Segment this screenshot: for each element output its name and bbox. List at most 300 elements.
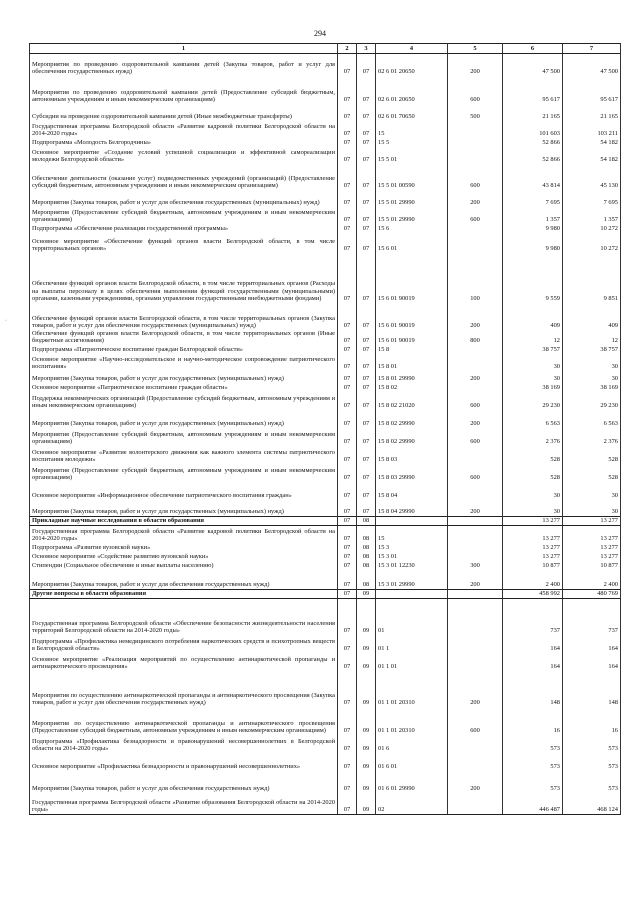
row-expense-type: [448, 233, 503, 253]
row-sum-year1: 2 400: [503, 569, 563, 589]
table-row: [30, 463, 621, 481]
row-name: Государственная программа Белгородской области «Обеспечение безопасности жизнедеятельности населения территорий Белгородской области на 2014-2020 годы»: [30, 598, 338, 634]
row-subsection-code: 07: [357, 190, 376, 207]
table-row: [30, 303, 621, 330]
row-target-article: 15 8 01: [376, 353, 448, 370]
row-sum-year2: 103 211: [563, 121, 621, 138]
table-row: [30, 770, 621, 792]
header-col-sum-year2: 7: [563, 44, 621, 54]
row-name: Обеспечение функций органов власти Белгородской области, в том числе территориальных органов (Иные бюджетные ассигнования): [30, 330, 338, 345]
row-expense-type: 500: [448, 104, 503, 121]
row-subsection-code: 07: [357, 164, 376, 190]
row-sum-year2: 148: [563, 670, 621, 706]
table-row: [30, 670, 621, 706]
row-sum-year2: 10 272: [563, 233, 621, 253]
row-sum-year1: 13 277: [503, 551, 563, 560]
row-expense-type: [448, 224, 503, 233]
row-sum-year1: 13 277: [503, 516, 563, 525]
row-name: Обеспечение функций органов власти Белгородской области, в том числе территориальных органов (Расходы на выплаты персоналу в целях обеспечения выполнения функций государственными (муниципальными) органами, казенными учреждениями, органами управления государственными внебюджетными фондами): [30, 253, 338, 303]
row-sum-year1: 7 695: [503, 190, 563, 207]
row-subsection-code: 09: [357, 770, 376, 792]
row-section-code: 07: [338, 303, 357, 330]
row-sum-year2: 30: [563, 370, 621, 382]
row-expense-type: [448, 542, 503, 551]
row-sum-year2: 54 182: [563, 147, 621, 164]
table-row: [30, 734, 621, 752]
row-subsection-code: 07: [357, 481, 376, 499]
row-target-article: 15 3 01 29990: [376, 569, 448, 589]
row-sum-year2: 30: [563, 353, 621, 370]
row-subsection-code: 07: [357, 121, 376, 138]
row-subsection-code: 07: [357, 138, 376, 147]
table-row: [30, 164, 621, 190]
row-section-code: 07: [338, 207, 357, 224]
row-sum-year1: 52 866: [503, 147, 563, 164]
row-target-article: 15 3: [376, 542, 448, 551]
row-section-code: 07: [338, 382, 357, 391]
row-expense-type: 200: [448, 569, 503, 589]
row-target-article: 01 6 01: [376, 752, 448, 770]
row-name: Подпрограмма «Молодость Белгородчины»: [30, 138, 338, 147]
row-expense-type: 200: [448, 190, 503, 207]
row-sum-year2: 528: [563, 463, 621, 481]
table-row: [30, 525, 621, 542]
row-section-code: 07: [338, 253, 357, 303]
row-target-article: 01 1: [376, 634, 448, 652]
table-header: [30, 44, 621, 54]
row-expense-type: [448, 634, 503, 652]
row-target-article: 15: [376, 121, 448, 138]
row-subsection-code: 09: [357, 706, 376, 734]
row-expense-type: [448, 353, 503, 370]
row-subsection-code: 07: [357, 207, 376, 224]
row-sum-year2: 164: [563, 634, 621, 652]
table-row: [30, 370, 621, 382]
table-row: [30, 353, 621, 370]
row-expense-type: [448, 752, 503, 770]
row-sum-year2: 573: [563, 734, 621, 752]
table-row: [30, 190, 621, 207]
row-subsection-code: 08: [357, 516, 376, 525]
row-sum-year1: 9 980: [503, 224, 563, 233]
row-sum-year2: 1 357: [563, 207, 621, 224]
row-expense-type: 600: [448, 391, 503, 409]
row-name: Основное мероприятие «Научно-исследовательское и научно-методическое сопровождение патриотического воспитания»: [30, 353, 338, 370]
row-subsection-code: 07: [357, 147, 376, 164]
row-sum-year1: 16: [503, 706, 563, 734]
row-subsection-code: 09: [357, 652, 376, 670]
row-section-code: 07: [338, 589, 357, 598]
row-expense-type: 200: [448, 499, 503, 516]
row-expense-type: 800: [448, 330, 503, 345]
row-sum-year1: 458 992: [503, 589, 563, 598]
row-name: Государственная программа Белгородской области «Развитие кадровой политики Белгородской области на 2014-2020 годы»: [30, 121, 338, 138]
row-name: Мероприятия по осуществлению антинаркотической пропаганды и антинаркотического просвещения (Закупка товаров, работ и услуг для обеспечения государственных нужд): [30, 670, 338, 706]
row-section-code: 07: [338, 330, 357, 345]
row-target-article: 15 8 04 29990: [376, 499, 448, 516]
row-name: Мероприятия (Закупка товаров, работ и услуг для обеспечения государственных нужд): [30, 569, 338, 589]
row-sum-year1: 43 814: [503, 164, 563, 190]
header-col-name: 1: [30, 44, 338, 54]
row-name: Подпрограмма «Профилактика немедицинского потребления наркотических средств и психотропных веществ в Белгородской области»: [30, 634, 338, 652]
row-section-code: 07: [338, 560, 357, 569]
row-target-article: 15 6 01: [376, 233, 448, 253]
table-row: [30, 427, 621, 445]
row-sum-year2: 7 695: [563, 190, 621, 207]
row-section-code: 07: [338, 54, 357, 76]
row-sum-year2: 45 130: [563, 164, 621, 190]
row-expense-type: [448, 652, 503, 670]
row-subsection-code: 07: [357, 499, 376, 516]
row-name: Прикладные научные исследования в области образования: [30, 516, 338, 525]
row-target-article: [376, 516, 448, 525]
table-body: [30, 54, 621, 815]
row-target-article: [376, 589, 448, 598]
table-row: [30, 598, 621, 634]
row-expense-type: 600: [448, 207, 503, 224]
table-row: [30, 330, 621, 345]
table-row: [30, 706, 621, 734]
row-target-article: 15 8 02 29990: [376, 409, 448, 427]
row-name: Мероприятия по проведению оздоровительной кампании детей (Предоставление субсидий бюджетным, автономным учреждениям и иным некоммерческим организациям): [30, 76, 338, 104]
table-row: [30, 499, 621, 516]
header-col-sum-year1: 6: [503, 44, 563, 54]
row-subsection-code: 08: [357, 569, 376, 589]
row-sum-year2: 29 230: [563, 391, 621, 409]
row-name: Стипендии (Социальное обеспечение и иные выплаты населению): [30, 560, 338, 569]
row-subsection-code: 07: [357, 224, 376, 233]
row-name: Мероприятия (Предоставление субсидий бюджетным, автономным учреждениям и иным некоммерческим организациям): [30, 463, 338, 481]
table-row: [30, 409, 621, 427]
row-expense-type: 600: [448, 706, 503, 734]
row-target-article: 01 6: [376, 734, 448, 752]
row-section-code: 07: [338, 634, 357, 652]
row-sum-year1: 528: [503, 445, 563, 463]
section-row: [30, 516, 621, 525]
row-target-article: 15 5: [376, 138, 448, 147]
row-sum-year1: 6 563: [503, 409, 563, 427]
section-row: [30, 589, 621, 598]
row-sum-year1: 2 376: [503, 427, 563, 445]
row-sum-year2: 2 376: [563, 427, 621, 445]
row-expense-type: 200: [448, 370, 503, 382]
row-target-article: 01 1 01 20310: [376, 670, 448, 706]
row-expense-type: [448, 589, 503, 598]
row-expense-type: [448, 344, 503, 353]
row-sum-year2: 12: [563, 330, 621, 345]
row-expense-type: 600: [448, 76, 503, 104]
row-name: Государственная программа Белгородской области «Развитие образования Белгородской области на 2014-2020 годы»: [30, 792, 338, 814]
table-row: [30, 344, 621, 353]
row-expense-type: 200: [448, 409, 503, 427]
row-section-code: 07: [338, 792, 357, 814]
table-row: [30, 391, 621, 409]
row-subsection-code: 07: [357, 76, 376, 104]
row-expense-type: [448, 551, 503, 560]
row-sum-year2: 54 182: [563, 138, 621, 147]
budget-table: [29, 43, 621, 815]
row-target-article: 15 8 03 29990: [376, 463, 448, 481]
row-sum-year1: 101 603: [503, 121, 563, 138]
row-subsection-code: 08: [357, 542, 376, 551]
row-sum-year1: 13 277: [503, 525, 563, 542]
table-row: [30, 382, 621, 391]
row-sum-year2: 737: [563, 598, 621, 634]
table-row: [30, 76, 621, 104]
row-subsection-code: 07: [357, 344, 376, 353]
row-name: Мероприятия (Закупка товаров, работ и услуг для государственных (муниципальных) нужд): [30, 499, 338, 516]
row-target-article: 15 5 01: [376, 147, 448, 164]
row-sum-year2: 13 277: [563, 551, 621, 560]
row-name: Другие вопросы в области образования: [30, 589, 338, 598]
row-section-code: 07: [338, 233, 357, 253]
row-subsection-code: 09: [357, 589, 376, 598]
row-name: Основное мероприятие «Создание условий успешной социализации и эффективной самореализации молодежи Белгородской области»: [30, 147, 338, 164]
row-name: Мероприятия (Закупка товаров, работ и услуг для государственных (муниципальных) нужд): [30, 409, 338, 427]
row-sum-year1: 573: [503, 770, 563, 792]
row-name: Подпрограмма «Обеспечение реализации государственной программы»: [30, 224, 338, 233]
row-subsection-code: 07: [357, 353, 376, 370]
row-sum-year2: 573: [563, 770, 621, 792]
row-sum-year2: 6 563: [563, 409, 621, 427]
row-section-code: 07: [338, 551, 357, 560]
row-section-code: 07: [338, 752, 357, 770]
row-section-code: 07: [338, 164, 357, 190]
row-target-article: 02 6 01 20650: [376, 54, 448, 76]
row-subsection-code: 07: [357, 303, 376, 330]
row-expense-type: [448, 734, 503, 752]
row-sum-year1: 9 980: [503, 233, 563, 253]
row-name: Основное мероприятие «Содействие развитию вузовской науки»: [30, 551, 338, 560]
row-sum-year1: 409: [503, 303, 563, 330]
row-expense-type: 300: [448, 560, 503, 569]
row-section-code: 07: [338, 391, 357, 409]
row-name: Мероприятия по осуществлению антинаркотической пропаганды и антинаркотического просвещения (Предоставление субсидий бюджетным, автономным учреждениям и иным некоммерческим организациям): [30, 706, 338, 734]
row-expense-type: 600: [448, 463, 503, 481]
row-sum-year1: 52 866: [503, 138, 563, 147]
row-name: Мероприятия по проведению оздоровительной кампании детей (Закупка товаров, работ и услуг для обеспечения государственных нужд): [30, 54, 338, 76]
table-row: [30, 560, 621, 569]
row-subsection-code: 08: [357, 560, 376, 569]
row-section-code: 07: [338, 525, 357, 542]
row-target-article: 15: [376, 525, 448, 542]
row-section-code: 07: [338, 147, 357, 164]
row-sum-year1: 737: [503, 598, 563, 634]
row-target-article: 01: [376, 598, 448, 634]
row-target-article: 15 6 01 90019: [376, 303, 448, 330]
row-subsection-code: 07: [357, 382, 376, 391]
row-expense-type: 200: [448, 670, 503, 706]
row-sum-year2: 528: [563, 445, 621, 463]
row-target-article: 15 6 01 90019: [376, 253, 448, 303]
row-name: Мероприятия (Предоставление субсидий бюджетным, автономным учреждениям и иным некоммерческим организациям): [30, 207, 338, 224]
row-sum-year1: 29 230: [503, 391, 563, 409]
row-expense-type: [448, 792, 503, 814]
row-target-article: 15 6: [376, 224, 448, 233]
table-row: [30, 224, 621, 233]
table-row: [30, 481, 621, 499]
row-expense-type: 600: [448, 164, 503, 190]
row-expense-type: [448, 598, 503, 634]
table-row: [30, 253, 621, 303]
table-row: [30, 104, 621, 121]
row-target-article: 15 8 02 29990: [376, 427, 448, 445]
row-expense-type: 200: [448, 54, 503, 76]
row-subsection-code: 08: [357, 525, 376, 542]
table-row: [30, 792, 621, 814]
row-sum-year2: 47 500: [563, 54, 621, 76]
row-sum-year2: 468 124: [563, 792, 621, 814]
table-row: [30, 652, 621, 670]
row-target-article: 15 8 01 29990: [376, 370, 448, 382]
row-sum-year2: 10 877: [563, 560, 621, 569]
row-target-article: 15 8 02: [376, 382, 448, 391]
row-section-code: 07: [338, 445, 357, 463]
row-subsection-code: 09: [357, 598, 376, 634]
row-subsection-code: 07: [357, 233, 376, 253]
row-sum-year1: 528: [503, 463, 563, 481]
row-subsection-code: 07: [357, 330, 376, 345]
row-subsection-code: 09: [357, 734, 376, 752]
row-target-article: 15 5 01 00590: [376, 164, 448, 190]
row-subsection-code: 09: [357, 792, 376, 814]
table-row: [30, 752, 621, 770]
row-subsection-code: 07: [357, 445, 376, 463]
row-section-code: 07: [338, 670, 357, 706]
table-row: [30, 634, 621, 652]
row-name: Мероприятия (Закупка товаров, работ и услуг для государственных (муниципальных) нужд): [30, 370, 338, 382]
row-subsection-code: 09: [357, 752, 376, 770]
row-name: Основное мероприятие «Обеспечение функций органов власти Белгородской области, в том числе территориальных органов»: [30, 233, 338, 253]
row-target-article: 15 5 01 29990: [376, 190, 448, 207]
row-section-code: 07: [338, 734, 357, 752]
row-section-code: 07: [338, 76, 357, 104]
row-sum-year1: 164: [503, 652, 563, 670]
row-expense-type: [448, 121, 503, 138]
row-name: Мероприятия (Закупка товаров, работ и услуг для обеспечения государственных нужд): [30, 770, 338, 792]
row-sum-year1: 10 877: [503, 560, 563, 569]
row-expense-type: 100: [448, 253, 503, 303]
row-expense-type: [448, 147, 503, 164]
row-target-article: 02 6 01 70650: [376, 104, 448, 121]
row-section-code: 07: [338, 138, 357, 147]
row-sum-year1: 21 165: [503, 104, 563, 121]
row-section-code: 07: [338, 409, 357, 427]
row-subsection-code: 07: [357, 370, 376, 382]
row-sum-year1: 95 617: [503, 76, 563, 104]
row-section-code: 07: [338, 652, 357, 670]
row-sum-year2: 30: [563, 499, 621, 516]
row-sum-year1: 13 277: [503, 542, 563, 551]
row-target-article: 15 5 01 29990: [376, 207, 448, 224]
row-sum-year1: 9 559: [503, 253, 563, 303]
row-sum-year1: 30: [503, 499, 563, 516]
row-subsection-code: 07: [357, 463, 376, 481]
row-subsection-code: 08: [357, 551, 376, 560]
row-section-code: 07: [338, 598, 357, 634]
table-row: [30, 542, 621, 551]
row-sum-year2: 38 169: [563, 382, 621, 391]
row-sum-year2: 2 400: [563, 569, 621, 589]
row-name: Обеспечение деятельности (оказание услуг) подведомственных учреждений (организаций) (Предоставление субсидий бюджетным, автономным учреждениям и иным некоммерческим организациям): [30, 164, 338, 190]
margin-mark: ·: [5, 318, 7, 324]
row-name: Основное мероприятие «Профилактика безнадзорности и правонарушений несовершеннолетних»: [30, 752, 338, 770]
row-target-article: 01 1 01: [376, 652, 448, 670]
row-sum-year2: 95 617: [563, 76, 621, 104]
row-sum-year2: 409: [563, 303, 621, 330]
row-name: Субсидии на проведение оздоровительной кампании детей (Иные межбюджетные трансферты): [30, 104, 338, 121]
row-expense-type: 200: [448, 770, 503, 792]
row-target-article: 15 8 03: [376, 445, 448, 463]
row-subsection-code: 07: [357, 427, 376, 445]
row-section-code: 07: [338, 344, 357, 353]
row-sum-year1: 446 487: [503, 792, 563, 814]
row-subsection-code: 07: [357, 409, 376, 427]
row-target-article: 01 1 01 20310: [376, 706, 448, 734]
row-sum-year2: 30: [563, 481, 621, 499]
row-expense-type: [448, 516, 503, 525]
row-sum-year1: 38 757: [503, 344, 563, 353]
row-target-article: 02 6 01 20650: [376, 76, 448, 104]
row-target-article: 15 3 01: [376, 551, 448, 560]
row-target-article: 15 3 01 12230: [376, 560, 448, 569]
row-subsection-code: 09: [357, 670, 376, 706]
row-section-code: 07: [338, 370, 357, 382]
row-subsection-code: 09: [357, 634, 376, 652]
table-row: [30, 147, 621, 164]
row-sum-year1: 164: [503, 634, 563, 652]
row-sum-year1: 1 357: [503, 207, 563, 224]
row-sum-year2: 13 277: [563, 525, 621, 542]
header-col-expense-type: 5: [448, 44, 503, 54]
row-section-code: 07: [338, 104, 357, 121]
row-name: Подпрограмма «Профилактика безнадзорности и правонарушений несовершеннолетних в Белгородской области на 2014-2020 годы»: [30, 734, 338, 752]
row-section-code: 07: [338, 463, 357, 481]
row-expense-type: [448, 445, 503, 463]
row-sum-year1: 47 500: [503, 54, 563, 76]
row-expense-type: 600: [448, 427, 503, 445]
row-section-code: 07: [338, 542, 357, 551]
row-subsection-code: 07: [357, 253, 376, 303]
table-row: [30, 54, 621, 76]
row-name: Мероприятия (Закупка товаров, работ и услуг для обеспечения государственных (муниципальных) нужд): [30, 190, 338, 207]
row-section-code: 07: [338, 770, 357, 792]
row-sum-year1: 573: [503, 734, 563, 752]
row-section-code: 07: [338, 706, 357, 734]
row-section-code: 07: [338, 353, 357, 370]
row-expense-type: [448, 382, 503, 391]
row-sum-year1: 30: [503, 370, 563, 382]
row-target-article: 15 8: [376, 344, 448, 353]
row-expense-type: [448, 138, 503, 147]
row-name: Мероприятия (Предоставление субсидий бюджетным, автономным учреждениям и иным некоммерческим организациям): [30, 427, 338, 445]
row-section-code: 07: [338, 224, 357, 233]
table-row: [30, 551, 621, 560]
row-section-code: 07: [338, 499, 357, 516]
table-row: [30, 121, 621, 138]
row-sum-year2: 38 757: [563, 344, 621, 353]
row-sum-year2: 21 165: [563, 104, 621, 121]
row-sum-year2: 16: [563, 706, 621, 734]
row-section-code: 07: [338, 481, 357, 499]
row-name: Государственная программа Белгородской области «Развитие кадровой политики Белгородской области на 2014-2020 годы»: [30, 525, 338, 542]
table-row: [30, 569, 621, 589]
row-section-code: 07: [338, 569, 357, 589]
row-sum-year2: 164: [563, 652, 621, 670]
row-sum-year2: 13 277: [563, 516, 621, 525]
row-name: Поддержка некоммерческих организаций (Предоставление субсидий бюджетным, автономным учреждениям и иным некоммерческим организациям): [30, 391, 338, 409]
header-col-section: 2: [338, 44, 357, 54]
